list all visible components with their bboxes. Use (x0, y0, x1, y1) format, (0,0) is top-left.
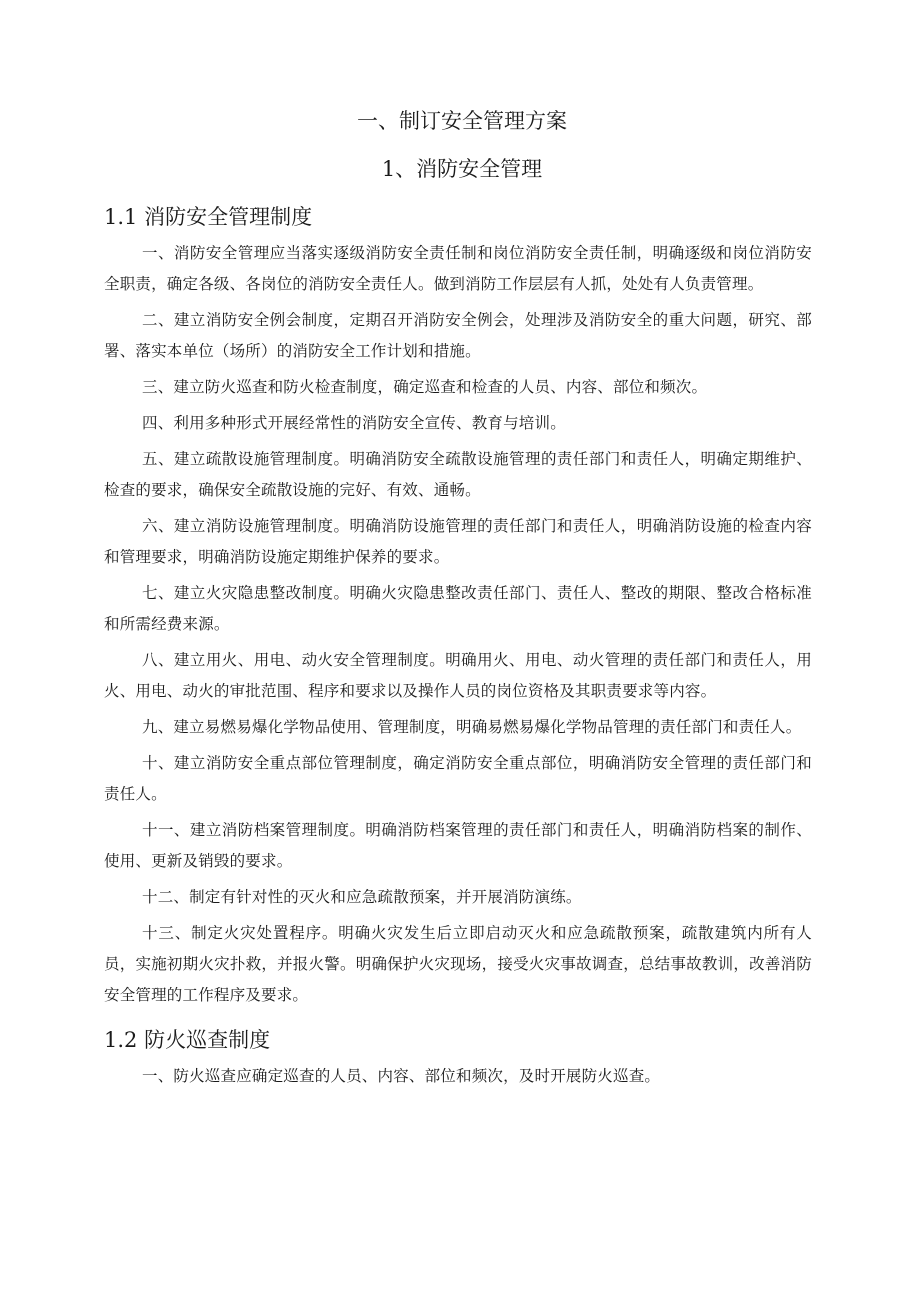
document-title: 一、制订安全管理方案 (357, 109, 567, 133)
paragraph: 十一、建立消防档案管理制度。明确消防档案管理的责任部门和责任人，明确消防档案的制作、使用、更新及销毁的要求。 (104, 821, 812, 870)
paragraph: 十二、制定有针对性的灭火和应急疏散预案，并开展消防演练。 (142, 888, 582, 906)
paragraph: 九、建立易燃易爆化学物品使用、管理制度，明确易燃易爆化学物品管理的责任部门和责任人。 (142, 718, 802, 736)
paragraph: 六、建立消防设施管理制度。明确消防设施管理的责任部门和责任人，明确消防设施的检查内容和管理要求，明确消防设施定期维护保养的要求。 (104, 517, 812, 566)
paragraph: 四、利用多种形式开展经常性的消防安全宣传、教育与培训。 (142, 414, 566, 432)
paragraph: 八、建立用火、用电、动火安全管理制度。明确用火、用电、动火管理的责任部门和责任人，用火、用电、动火的审批范围、程序和要求以及操作人员的岗位资格及其职责要求等内容。 (104, 651, 812, 700)
paragraph: 一、防火巡查应确定巡查的人员、内容、部位和频次，及时开展防火巡查。 (142, 1067, 661, 1085)
paragraph: 七、建立火灾隐患整改制度。明确火灾隐患整改责任部门、责任人、整改的期限、整改合格标准和所需经费来源。 (104, 584, 812, 633)
paragraph: 三、建立防火巡查和防火检查制度，确定巡查和检查的人员、内容、部位和频次。 (142, 378, 708, 396)
paragraph: 十、建立消防安全重点部位管理制度，确定消防安全重点部位，明确消防安全管理的责任部门和责任人。 (104, 754, 812, 803)
section-body-1-2 (104, 1061, 812, 1092)
paragraph: 十三、制定火灾处置程序。明确火灾发生后立即启动灭火和应急疏散预案，疏散建筑内所有人员，实施初期火灾扑救，并报火警。明确保护火灾现场，接受火灾事故调查，总结事故教训，改善消防安全管理的工作程序及要求。 (104, 924, 812, 1004)
section-heading-1-2: 1.2 防火巡查制度 (104, 1028, 271, 1052)
paragraph: 五、建立疏散设施管理制度。明确消防安全疏散设施管理的责任部门和责任人，明确定期维护、检查的要求，确保安全疏散设施的完好、有效、通畅。 (104, 450, 812, 499)
document-subtitle: 1、消防安全管理 (381, 157, 543, 181)
section-body-1-1 (104, 238, 812, 1011)
section-heading-1-1: 1.1 消防安全管理制度 (104, 205, 313, 229)
paragraph: 一、消防安全管理应当落实逐级消防安全责任制和岗位消防安全责任制，明确逐级和岗位消防安全职责，确定各级、各岗位的消防安全责任人。做到消防工作层层有人抓，处处有人负责管理。 (104, 244, 812, 293)
paragraph: 二、建立消防安全例会制度，定期召开消防安全例会，处理涉及消防安全的重大问题，研究、部署、落实本单位（场所）的消防安全工作计划和措施。 (104, 311, 812, 360)
